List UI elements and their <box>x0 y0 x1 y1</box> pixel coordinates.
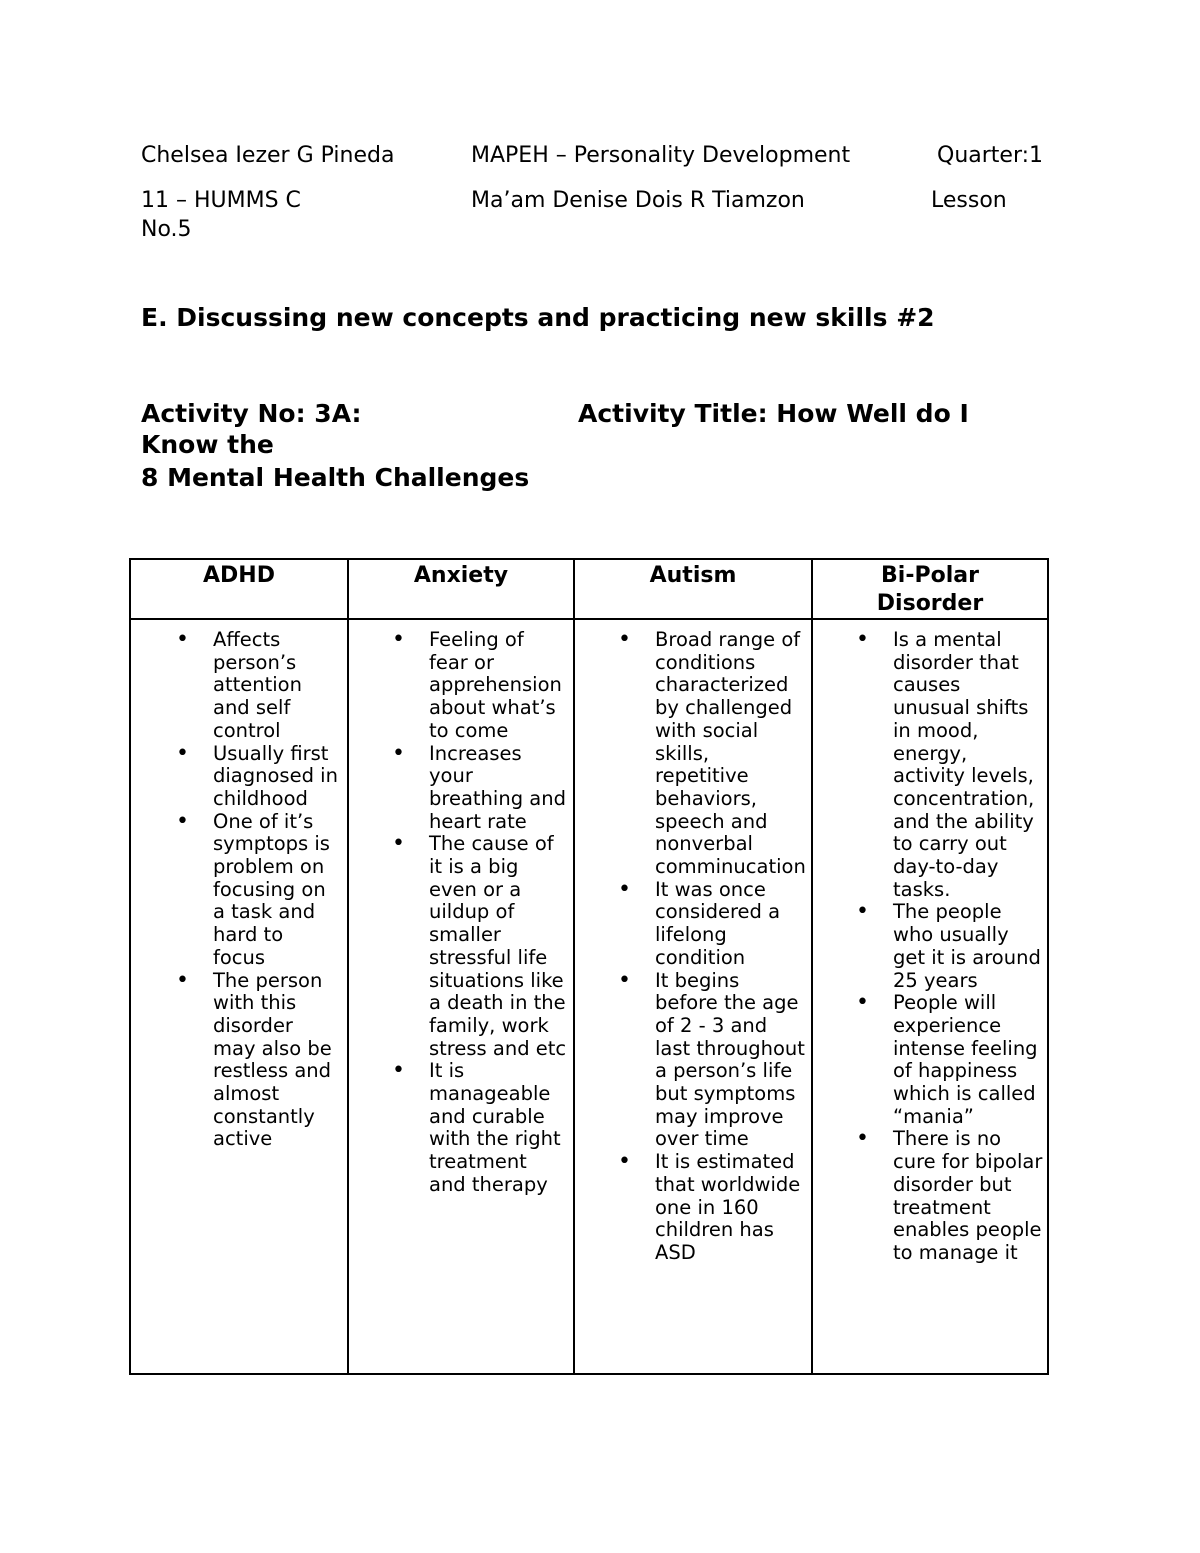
header-bipolar: Bi-Polar Disorder <box>812 559 1048 619</box>
list-item: • It is estimated that worldwide one in 160 children has ASD <box>655 1151 807 1265</box>
activity-subtitle: 8 Mental Health Challenges <box>141 463 530 492</box>
list-item: • Is a mental disorder that causes unusual shifts in mood, energy, activity levels, concentration, and the ability to carry out day-to-day tasks. <box>893 629 1043 901</box>
table-body-row <box>130 619 1048 1374</box>
list-item: • One of it’s symptops is problem on focusing on a task and hard to focus <box>213 811 339 970</box>
list-item: • The person with this disorder may also be restless and almost constantly active <box>213 970 339 1152</box>
list-item: • It is manageable and curable with the right treatment and therapy <box>429 1060 567 1196</box>
activity-title: Activity Title: How Well do I <box>578 399 969 428</box>
activity-number: Activity No: 3A: <box>141 399 362 428</box>
student-name: Chelsea Iezer G Pineda <box>141 143 395 168</box>
header-anxiety: Anxiety <box>348 559 574 619</box>
list-item: • Feeling of fear or apprehension about what’s to come <box>429 629 567 743</box>
list-item: • Increases your breathing and heart rate <box>429 743 567 834</box>
teacher-name: Ma’am Denise Dois R Tiamzon <box>471 188 805 213</box>
list-item: • There is no cure for bipolar disorder but treatment enables people to manage it <box>893 1128 1043 1264</box>
table-header-row <box>130 559 1048 619</box>
list-item: • It was once considered a lifelong condition <box>655 879 807 970</box>
header-adhd: ADHD <box>130 559 348 619</box>
header-autism: Autism <box>574 559 812 619</box>
list-item: • People will experience intense feeling of happiness which is called “mania” <box>893 992 1043 1128</box>
autism-cell <box>574 619 812 1374</box>
bipolar-cell <box>812 619 1048 1374</box>
list-item: • Usually first diagnosed in childhood <box>213 743 339 811</box>
quarter-label: Quarter:1 <box>937 143 1044 168</box>
list-item: • Affects person’s attention and self control <box>213 629 339 743</box>
section-label: 11 – HUMMS C <box>141 188 301 213</box>
subject-label: MAPEH – Personality Development <box>471 143 851 168</box>
anxiety-cell <box>348 619 574 1374</box>
list-item: • The people who usually get it is around 25 years <box>893 901 1043 992</box>
list-item: • It begins before the age of 2 - 3 and last throughout a person’s life but symptoms may improve over time <box>655 970 807 1152</box>
lesson-label: Lesson <box>931 188 1007 213</box>
section-heading: E. Discussing new concepts and practicing new skills #2 <box>141 303 935 332</box>
mental-health-table <box>129 558 1049 1375</box>
list-item: • The cause of it is a big even or a uildup of smaller stressful life situations like a death in the family, work stress and etc <box>429 833 567 1060</box>
activity-title-continued: Know the <box>141 430 274 459</box>
adhd-cell <box>130 619 348 1374</box>
list-item: • Broad range of conditions characterized by challenged with social skills, repetitive behaviors, speech and nonverbal comminucation <box>655 629 807 879</box>
lesson-number: No.5 <box>141 217 192 242</box>
